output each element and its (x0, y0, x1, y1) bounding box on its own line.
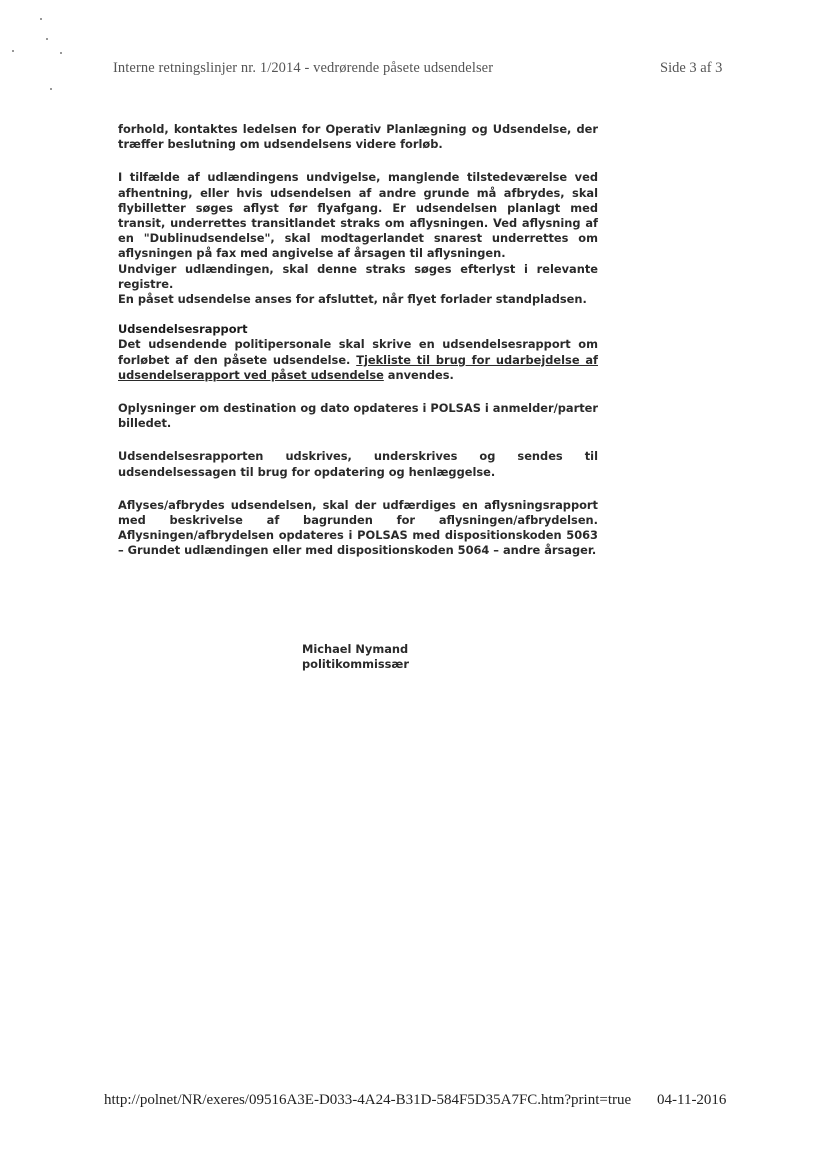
scan-speck (12, 50, 14, 52)
paragraph-8: Aflyses/afbrydes udsendelsen, skal der udfærdiges en aflysningsrapport med beskrivelse af bagrunden for aflysningen/afbrydelsen. Aflysningen/afbrydelsen opdateres i POLSAS med dispositionskoden 5063 – Grundet udlændingen eller med dispositionskoden 5064 – andre årsager. (118, 497, 598, 558)
paragraph-5-text: Det udsendende politipersonale skal skrive en udsendelsesrapport om forløbet af den påsete udsendelse. (118, 337, 598, 367)
document-body (118, 122, 598, 559)
footer-date: 04-11-2016 (657, 1092, 727, 1108)
scan-speck (60, 52, 62, 54)
paragraph-4: En påset udsendelse anses for afsluttet, når flyet forlader standpladsen. (118, 292, 587, 307)
scan-speck (50, 88, 52, 90)
scan-speck (40, 18, 42, 20)
paragraph-5 (118, 337, 598, 383)
paragraph-5-end: anvendes. (383, 367, 454, 382)
footer-url: http://polnet/NR/exeres/09516A3E-D033-4A24-B31D-584F5D35A7FC.htm?print=true (104, 1092, 632, 1108)
paragraph-2: I tilfælde af udlændingens undvigelse, manglende tilstedeværelse ved afhentning, eller hvis udsendelsen af andre grunde må afbrydes, skal flybilletter søges aflyst før flyafgang. Er udsendelsen planlagt med transit, underrettes transitlandet straks om aflysningen. Ved aflysning af en "Dublinudsendelse", skal modtagerlandet snarest underrettes om aflysningen på fax med angivelse af årsagen til aflysningen. (118, 170, 598, 261)
paragraph-3: Undviger udlændingen, skal denne straks søges efterlyst i relevante registre. (118, 261, 598, 291)
checklist-link[interactable]: Tjekliste til brug for udarbejdelse af udsendelserapport ved påset udsendelse (118, 352, 599, 382)
paragraph-1: forhold, kontaktes ledelsen for Operativ Planlægning og Udsendelse, der træffer beslutning om udsendelsens videre forløb. (118, 122, 598, 152)
signature-name: Michael Nymand (302, 642, 409, 656)
header-title: Interne retningslinjer nr. 1/2014 - vedrørende påsete udsendelser (113, 60, 494, 76)
signature-title: politikommissær (302, 657, 409, 672)
paragraph-7: Udsendelsesrapporten udskrives, underskrives og sendes til udsendelsessagen til brug for opdatering og henlæggelse. (118, 449, 598, 479)
header-page-number: Side 3 af 3 (660, 60, 723, 76)
signature-block (302, 642, 409, 672)
scan-speck (46, 38, 48, 40)
section-heading: Udsendelsesrapport (118, 322, 248, 337)
paragraph-6: Oplysninger om destination og dato opdateres i POLSAS i anmelder/parter billedet. (118, 401, 598, 431)
